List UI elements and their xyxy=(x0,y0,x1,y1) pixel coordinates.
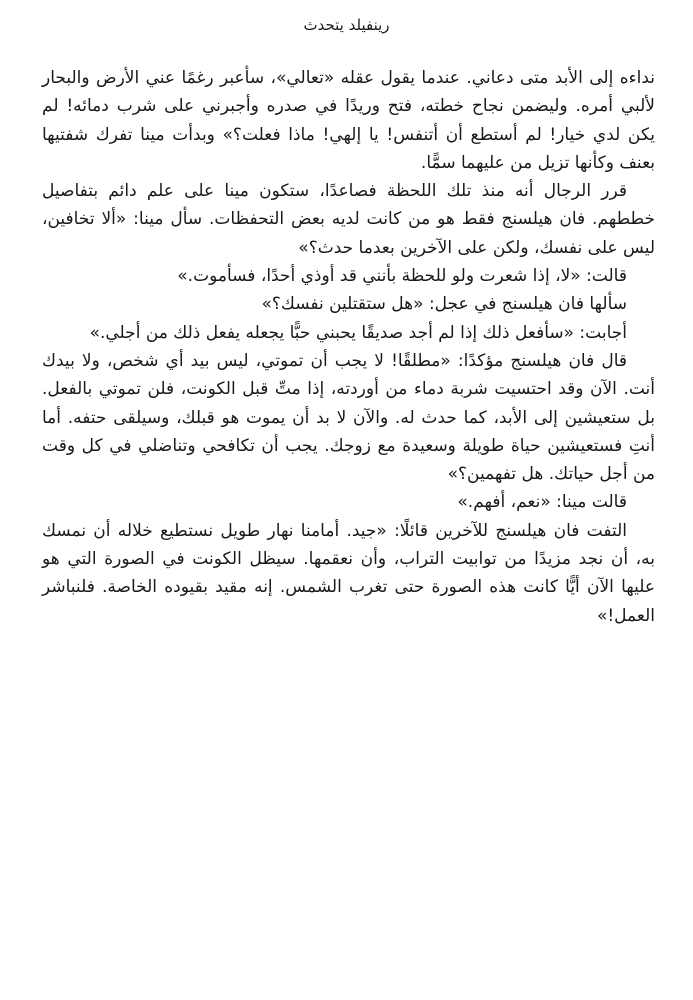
paragraph: سألها فان هيلسنج في عجل: «هل ستقتلين نفسك؟» xyxy=(261,294,627,315)
paragraph: قالت: «لا، إذا شعرت ولو للحظة بأنني قد أوذي أحدًا، فسأموت.» xyxy=(177,266,627,287)
paragraph: قال فان هيلسنج مؤكدًا: «مطلقًا! لا يجب أن تموتي، ليس بيد أي شخص، ولا بيدك أنت. الآن وقد احتسيت شربة دماء من أوردته، إذا متِّ قبل الكونت، فلن تموتي بالفعل. بل ستعيشين إلى الأبد، كما حدث له. والآن لا بد أن يموت هو قبلك، وسيلقى حتفه. أما أنتِ فستعيشين حياة طويلة وسعيدة مع زوجك. يجب أن تكافحي وتناضلي في كل وقت من أجل حياتك. هل تفهمين؟» xyxy=(42,350,655,485)
paragraph: قرر الرجال أنه منذ تلك اللحظة فصاعدًا، ستكون مينا على علم دائم بتفاصيل خططهم. فان هيلسنج فقط هو من كانت لديه بعض التحفظات. سأل مينا: «ألا تخافين، ليس على نفسك، ولكن على الآخرين بعدما حدث؟» xyxy=(42,181,655,258)
page-body xyxy=(42,64,655,630)
paragraph: التفت فان هيلسنج للآخرين قائلًا: «جيد. أمامنا نهار طويل نستطيع خلاله أن نمسك به، أن نجد مزيدًا من توابيت التراب، وأن نعقمها. سيظل الكونت في الصورة التي هو عليها الآن أيًّا كانت هذه الصورة حتى تغرب الشمس. إنه مقيد بقيوده الخاصة. فلنباشر العمل!» xyxy=(42,520,655,626)
running-header: رينفيلد يتحدث xyxy=(303,16,390,34)
paragraph: نداءه إلى الأبد متى دعاني. عندما يقول عقله «تعالي»، سأعبر رغمًا عني الأرض والبحار لألبي أمره. وليضمن نجاح خطته، فتح وريدًا في صدره وأجبرني على شرب دمائه! لم يكن لدي خيار! لم أستطع أن أتنفس! يا إلهي! ماذا فعلت؟» وبدأت مينا تفرك شفتيها بعنف وكأنها تزيل من عليهما سمًّا. xyxy=(42,68,655,173)
paragraph: قالت مينا: «نعم، أفهم.» xyxy=(457,492,627,513)
paragraph: أجابت: «سأفعل ذلك إذا لم أجد صديقًا يحبني حبًّا يجعله يفعل ذلك من أجلي.» xyxy=(89,322,627,343)
